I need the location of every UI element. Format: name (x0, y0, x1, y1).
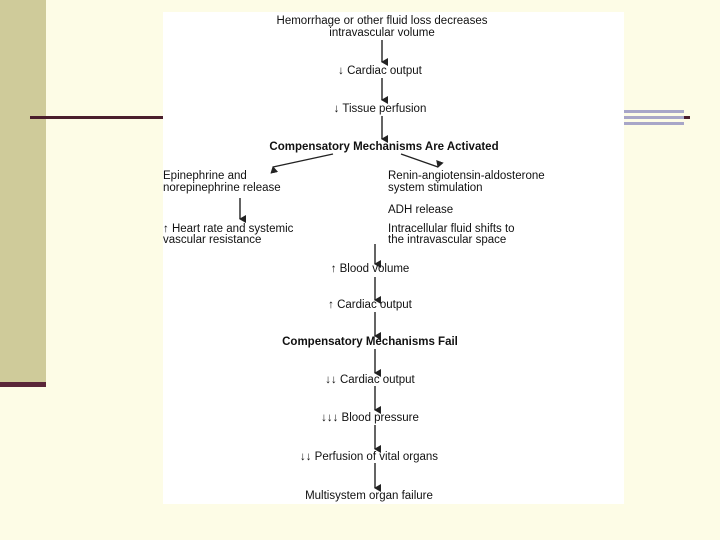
right-branch-line-2: system stimulation (388, 182, 483, 194)
arrow-split-left (273, 154, 333, 167)
blood-volume-up: ↑ Blood volume (330, 263, 410, 275)
decorative-left-band (0, 0, 46, 387)
compensatory-fail-heading: Compensatory Mechanisms Fail (282, 336, 458, 348)
cardiac-output-up: ↑ Cardiac output (328, 299, 412, 311)
left-result-line-1: ↑ Heart rate and systemic (163, 223, 294, 235)
blood-pressure-triple-down: ↓↓↓ Blood pressure (321, 412, 419, 424)
flowchart-panel (163, 12, 624, 504)
perfusion-vital-organs: ↓↓ Perfusion of vital organs (299, 451, 439, 463)
multisystem-organ-failure: Multisystem organ failure (305, 490, 433, 502)
flowchart-arrows (163, 12, 624, 504)
left-result-line-2: vascular resistance (163, 234, 262, 246)
arrow-split-right (401, 154, 438, 167)
left-branch-line-1: Epinephrine and (163, 170, 247, 182)
start-line-1: Hemorrhage or other fluid loss decreases (276, 15, 488, 27)
start-line-2: intravascular volume (329, 27, 435, 39)
fluid-shift-line-1: Intracellular fluid shifts to (388, 223, 515, 235)
compensatory-activated-heading: Compensatory Mechanisms Are Activated (269, 141, 499, 153)
decorative-bars (624, 110, 684, 126)
cardiac-output-down: ↓ Cardiac output (338, 65, 422, 77)
cardiac-output-double-down: ↓↓ Cardiac output (325, 374, 415, 386)
decorative-band-underline (0, 382, 46, 387)
adh-release: ADH release (388, 204, 454, 216)
fluid-shift-line-2: the intravascular space (388, 234, 507, 246)
right-branch-line-1: Renin-angiotensin-aldosterone (388, 170, 545, 182)
tissue-perfusion-down: ↓ Tissue perfusion (333, 103, 427, 115)
left-branch-line-2: norepinephrine release (163, 182, 281, 194)
